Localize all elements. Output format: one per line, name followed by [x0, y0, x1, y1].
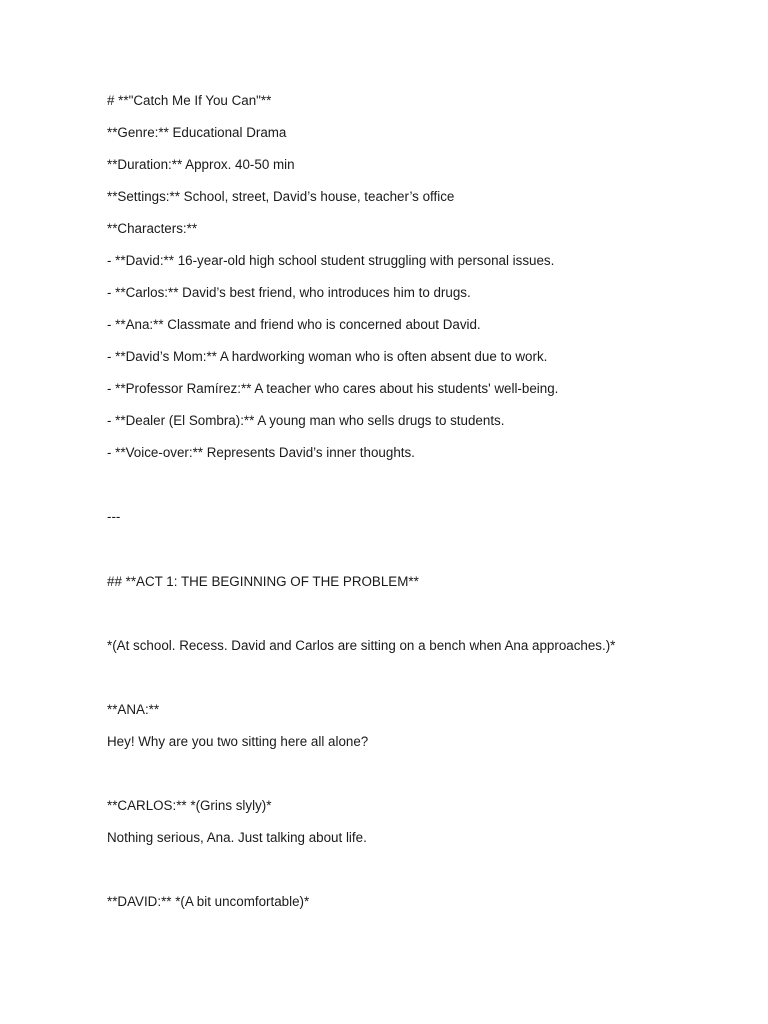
character-item: - **David:** 16-year-old high school student struggling with personal issues.: [107, 253, 555, 268]
character-item: - **Professor Ramírez:** A teacher who cares about his students' well-being.: [107, 381, 559, 396]
speaker-ana: **ANA:**: [107, 702, 160, 717]
characters-heading: **Characters:**: [107, 221, 198, 236]
character-item: - **Dealer (El Sombra):** A young man who sells drugs to students.: [107, 413, 505, 428]
dialogue-line: Nothing serious, Ana. Just talking about life.: [107, 830, 367, 845]
genre-line: **Genre:** Educational Drama: [107, 125, 287, 140]
dialogue-line: Hey! Why are you two sitting here all alone?: [107, 734, 369, 749]
character-item: - **David’s Mom:** A hardworking woman who is often absent due to work.: [107, 349, 548, 364]
duration-line: **Duration:** Approx. 40-50 min: [107, 157, 295, 172]
stage-direction: *(At school. Recess. David and Carlos are sitting on a bench when Ana approaches.)*: [107, 638, 616, 653]
speaker-david: **DAVID:** *(A bit uncomfortable)*: [107, 894, 310, 909]
settings-line: **Settings:** School, street, David’s house, teacher’s office: [107, 189, 455, 204]
script-title: # **"Catch Me If You Can"**: [107, 93, 272, 108]
speaker-carlos: **CARLOS:** *(Grins slyly)*: [107, 798, 272, 813]
character-item: - **Ana:** Classmate and friend who is concerned about David.: [107, 317, 481, 332]
section-divider: ---: [107, 509, 121, 524]
act-heading: ## **ACT 1: THE BEGINNING OF THE PROBLEM**: [107, 574, 419, 589]
character-item: - **Voice-over:** Represents David’s inner thoughts.: [107, 445, 415, 460]
character-item: - **Carlos:** David’s best friend, who introduces him to drugs.: [107, 285, 471, 300]
